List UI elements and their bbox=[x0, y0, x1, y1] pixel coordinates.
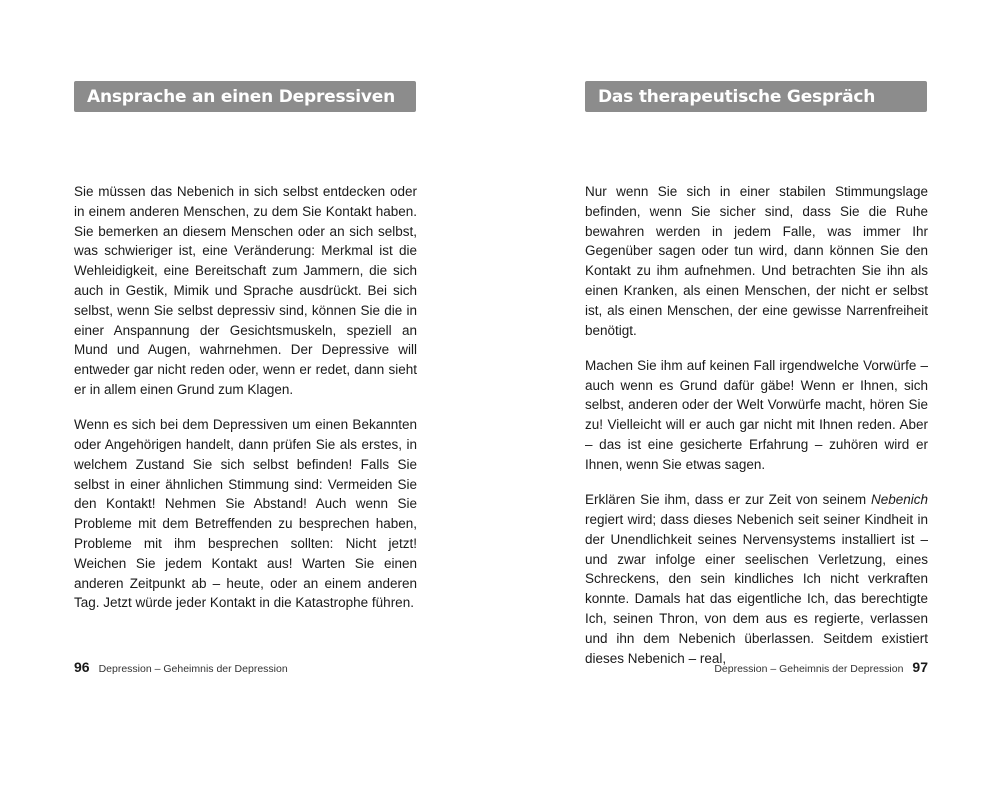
right-page bbox=[500, 0, 1000, 800]
left-page-number: 96 bbox=[74, 659, 90, 675]
left-paragraph-1: Sie müssen das Nebenich in sich selbst entdecken oder in einem anderen Menschen, zu dem Sie Kontakt haben. Sie bemerken an diesem Menschen oder an sich selbst, was schwieriger ist, eine Veränderung: Merkmal ist die Wehleidigkeit, eine Bereitschaft zum Jammern, die sich auch in Gestik, Mimik und Sprache ausdrückt. Bei sich selbst, wenn Sie selbst depressiv sind, können Sie die in einer Anspannung der Gesichtsmuskeln, speziell an Mund und Augen, wahrnehmen. Der Depressive will entweder gar nicht reden oder, wenn er redet, dann sieht er in allem einen Grund zum Klagen. bbox=[74, 184, 417, 397]
right-paragraph-2: Machen Sie ihm auf keinen Fall irgendwelche Vorwürfe – auch wenn es Grund dafür gäbe! Wenn er Ihnen, sich selbst, anderen oder der Welt Vorwürfe macht, hören Sie zu! Vielleicht will er auch gar nicht mit Ihnen reden. Aber – das ist eine gesicherte Erfahrung – zuhören wird er Ihnen, wenn Sie etwas sagen. bbox=[585, 357, 928, 472]
right-body-text bbox=[585, 182, 928, 684]
right-page-number: 97 bbox=[912, 659, 928, 675]
right-paragraph-3-rest: regiert wird; dass dieses Nebenich seit seiner Kindheit in der Unendlichkeit seines Nervensystems installiert ist – und zwar infolge einer seelischen Verletzung, eines Schreckens, den sein kindliches Ich nicht verkraften konnte. Damals hat das eigentliche Ich, das berechtigte Ich, seinen Thron, von dem aus es regierte, verlassen und ihn dem Nebenich überlassen. Seitdem existiert dieses Nebenich – real, bbox=[585, 511, 928, 666]
right-paragraph-3 bbox=[585, 490, 928, 668]
left-footer bbox=[74, 659, 288, 675]
right-paragraph-3-start: Erklären Sie ihm, dass er zur Zeit von seinem bbox=[585, 492, 871, 508]
nebenich-emphasis: Nebenich bbox=[870, 492, 928, 508]
right-running-head: Depression – Geheimnis der Depression bbox=[714, 663, 904, 675]
left-paragraph-2: Wenn es sich bei dem Depressiven um einen Bekannten oder Angehörigen handelt, dann prüfen Sie als erstes, in welchem Zustand Sie sich selbst befinden! Falls Sie selbst in einer ähnlichen Stimmung sind: Vermeiden Sie den Kontakt! Nehmen Sie Abstand! Auch wenn Sie Probleme mit dem Betreffenden zu besprechen haben, Probleme mit ihm besprechen sollten: Nicht jetzt! Weichen Sie jedem Kontakt aus! Warten Sie einen anderen Zeitpunkt ab – heute, oder an einem anderen Tag. Jetzt würde jeder Kontakt in die Katastrophe führen. bbox=[74, 417, 417, 611]
left-body-text bbox=[74, 182, 417, 629]
right-paragraph-1: Nur wenn Sie sich in einer stabilen Stimmungslage befinden, wenn Sie sicher sind, dass Sie die Ruhe bewahren werden in jedem Falle, was immer Ihr Gegenüber sagen oder tun wird, dann können Sie den Kontakt zu ihm aufnehmen. Und betrachten Sie ihn als einen Kranken, als einen Menschen, der nicht er selbst ist, als einen Menschen, der eine gewisse Narrenfreiheit benötigt. bbox=[585, 184, 928, 338]
left-heading-bar bbox=[74, 81, 416, 112]
right-heading-bar bbox=[585, 81, 927, 112]
left-section-heading: Ansprache an einen Depressiven bbox=[87, 86, 396, 107]
left-running-head: Depression – Geheimnis der Depression bbox=[98, 663, 288, 675]
right-footer bbox=[714, 659, 928, 675]
right-section-heading: Das therapeutische Gespräch bbox=[598, 86, 876, 107]
